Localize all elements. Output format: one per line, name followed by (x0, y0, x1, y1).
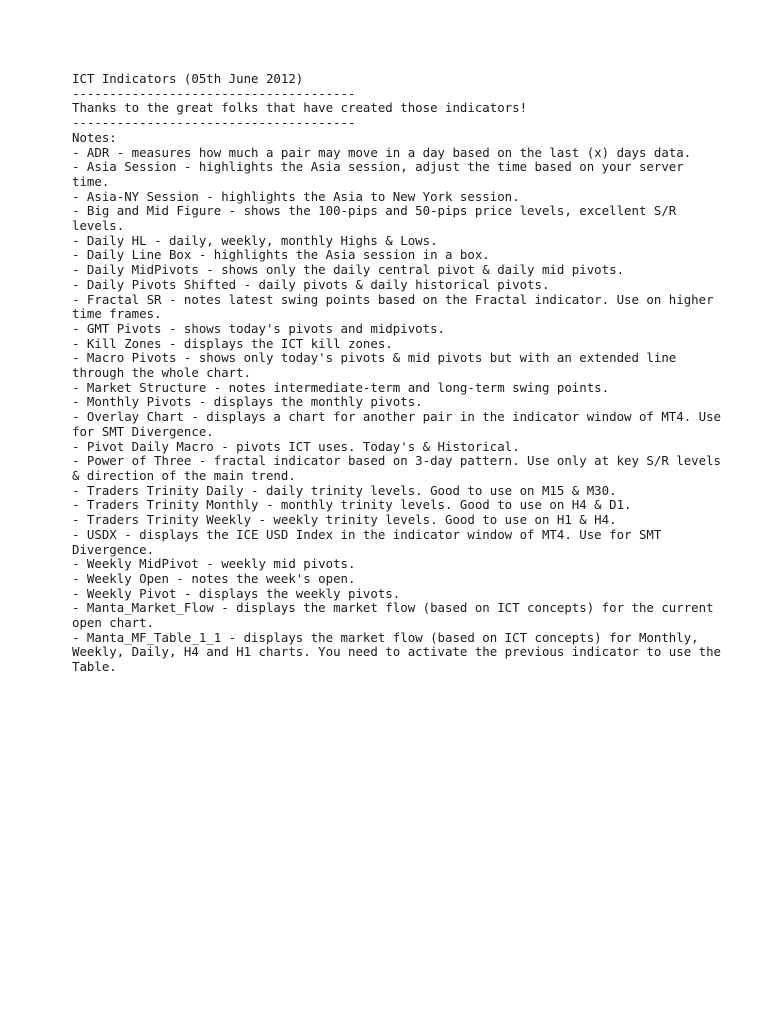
note-item: - Daily MidPivots - shows only the daily central pivot & daily mid pivots. (72, 262, 625, 278)
note-item: - Market Structure - notes intermediate-term and long-term swing points. (72, 379, 610, 395)
document-page (72, 71, 729, 675)
note-item: - Kill Zones - displays the ICT kill zones. (72, 335, 393, 351)
note-item: - Weekly Open - notes the week's open. (72, 570, 356, 586)
note-item: - Manta_Market_Flow - displays the market flow (based on ICT concepts) for the current open chart. (72, 600, 722, 631)
note-item: - ADR - measures how much a pair may move in a day based on the last (x) days data. (72, 144, 692, 160)
separator-line: -------------------------------------- (72, 85, 356, 101)
note-item: - Weekly Pivot - displays the weekly pivots. (72, 585, 401, 601)
note-item: - Traders Trinity Daily - daily trinity levels. Good to use on M15 & M30. (72, 482, 617, 498)
document-title: ICT Indicators (05th June 2012) (72, 71, 304, 86)
note-item: - Power of Three - fractal indicator based on 3-day pattern. Use only at key S/R levels & direction of the main trend. (72, 453, 729, 483)
note-item: - Daily Line Box - highlights the Asia session in a box. (72, 247, 490, 263)
thanks-text: Thanks to the great folks that have created those indicators! (72, 100, 528, 116)
note-item: - Monthly Pivots - displays the monthly pivots. (72, 394, 423, 410)
separator-line: -------------------------------------- (72, 115, 356, 131)
notes-heading: Notes: (72, 129, 117, 145)
note-item: - Traders Trinity Monthly - monthly trinity levels. Good to use on H4 & D1. (72, 497, 632, 513)
note-item: - GMT Pivots - shows today's pivots and midpivots. (72, 320, 445, 336)
note-item: - Daily Pivots Shifted - daily pivots & daily historical pivots. (72, 276, 550, 292)
note-item: - Traders Trinity Weekly - weekly trinity levels. Good to use on H1 & H4. (72, 512, 617, 528)
notes-list (72, 144, 729, 675)
note-item: - Asia-NY Session - highlights the Asia to New York session. (72, 188, 520, 204)
note-item: - Fractal SR - notes latest swing points based on the Fractal indicator. Use on higher time frames. (72, 291, 722, 322)
note-item: - Overlay Chart - displays a chart for another pair in the indicator window of MT4. Use for SMT Divergence. (72, 409, 729, 439)
note-item: - Macro Pivots - shows only today's pivots & mid pivots but with an extended line through the whole chart. (72, 350, 684, 381)
note-item: - Manta_MF_Table_1_1 - displays the market flow (based on ICT concepts) for Monthly, Weekly, Daily, H4 and H1 charts. You need to activate the previous indicator to use the Table. (72, 629, 729, 675)
note-item: - Weekly MidPivot - weekly mid pivots. (72, 556, 356, 572)
note-item: - USDX - displays the ICE USD Index in the indicator window of MT4. Use for SMT Divergence. (72, 526, 669, 557)
note-item: - Pivot Daily Macro - pivots ICT uses. Today's & Historical. (72, 438, 520, 454)
note-item: - Daily HL - daily, weekly, monthly Highs & Lows. (72, 232, 438, 248)
note-item: - Asia Session - highlights the Asia session, adjust the time based on your server time. (72, 159, 692, 189)
note-item: - Big and Mid Figure - shows the 100-pips and 50-pips price levels, excellent S/R levels. (72, 203, 684, 234)
